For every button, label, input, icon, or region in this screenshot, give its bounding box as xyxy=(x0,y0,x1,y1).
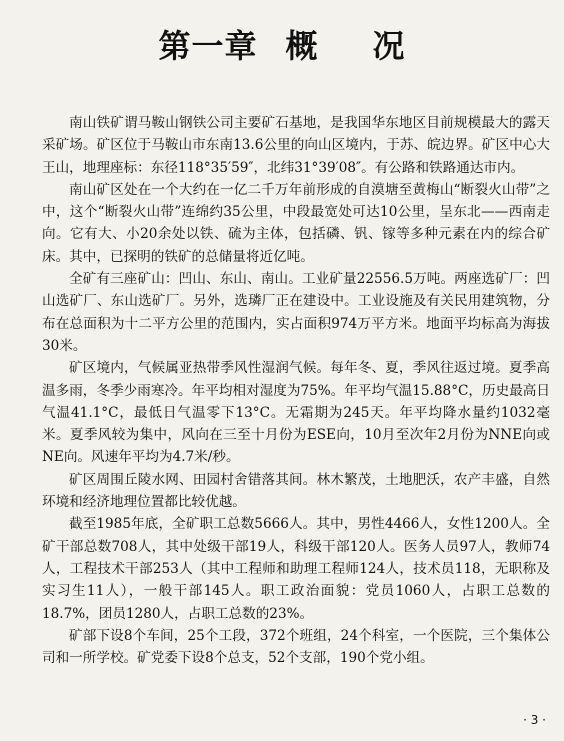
paragraph-location: 南山铁矿谓马鞍山钢铁公司主要矿石基地，是我国华东地区目前规模最大的露天采矿场。矿区位于马鞍山市东南13.6公里的向山区境内，于苏、皖边界。矿区中心大王山，地理座标：东径118°35′59″，北纬31°39′08″。有公路和铁路通达市内。 xyxy=(42,115,550,176)
paragraph-environment: 矿区周围丘陵水网、田园村舍错落其间。林木繁茂，土地肥沃，农产丰盛，自然环境和经济地理位置都比较优越。 xyxy=(42,471,550,511)
chapter-title-word-1: 概 xyxy=(285,27,319,65)
paragraph-mines: 全矿有三座矿山：凹山、东山、南山。工业矿量22556.5万吨。两座选矿厂：凹山选矿厂、东山选矿厂。另外，选璘厂正在建设中。工业设施及有关民用建筑物，分布在总面积为十二平方公里的范围内，实占面积974万平方米。地面平均标高为海拔30米。 xyxy=(42,271,550,354)
paragraph-climate: 矿区境内，气候属亚热带季风性湿润气候。每年冬、夏，季风往返过境。夏季高温多雨，冬季少雨寒冷。年平均相对湿度为75%。年平均气温15.88°C，历史最高日气温41.1°C，最低日气温零下13°C。无霜期为245天。年平均降水量约1032毫米。夏季风较为集中，风向在三至十月份为ESE向，10月至次年2月份为NNE向或NE向。风速年平均为4.7米/秒。 xyxy=(42,360,550,466)
body-text xyxy=(42,112,550,669)
paragraph-staff: 截至1985年底，全矿职工总数5666人。其中，男性4466人，女性1200人。全矿干部总数708人，其中处级干部19人，科级干部120人。医务人员97人，教师74人，工程技术干部253人（其中工程师和助理工程师124人，技术员118，无职称及实习生11人），一般干部145人。职工政治面貌：党员1060人，占职工总数的18.7%，团员1280人，占职工总数的23%。 xyxy=(42,516,550,622)
paragraph-geology: 南山矿区处在一个大约在一亿二千万年前形成的自漠塘至黄梅山“断裂火山带”之中，这个“断裂火山带”连绵约35公里，中段最宽处可达10公里，呈东北——西南走向。它有大、小20余处以铁、硫为主体，包括磷、钒、镓等多种元素在内的综合矿床。其中，已探明的铁矿的总储量将近亿吨。 xyxy=(42,181,550,265)
chapter-title-word-2: 况 xyxy=(372,27,406,65)
page-number: · 3 · xyxy=(523,713,546,727)
chapter-title xyxy=(0,26,564,66)
chapter-number: 第一章 xyxy=(158,27,258,65)
paragraph-organization: 矿部下设8个车间，25个工段，372个班组，24个科室，一个医院，三个集体公司和一所学校。矿党委下设8个总支，52个支部，190个党小组。 xyxy=(42,627,550,667)
